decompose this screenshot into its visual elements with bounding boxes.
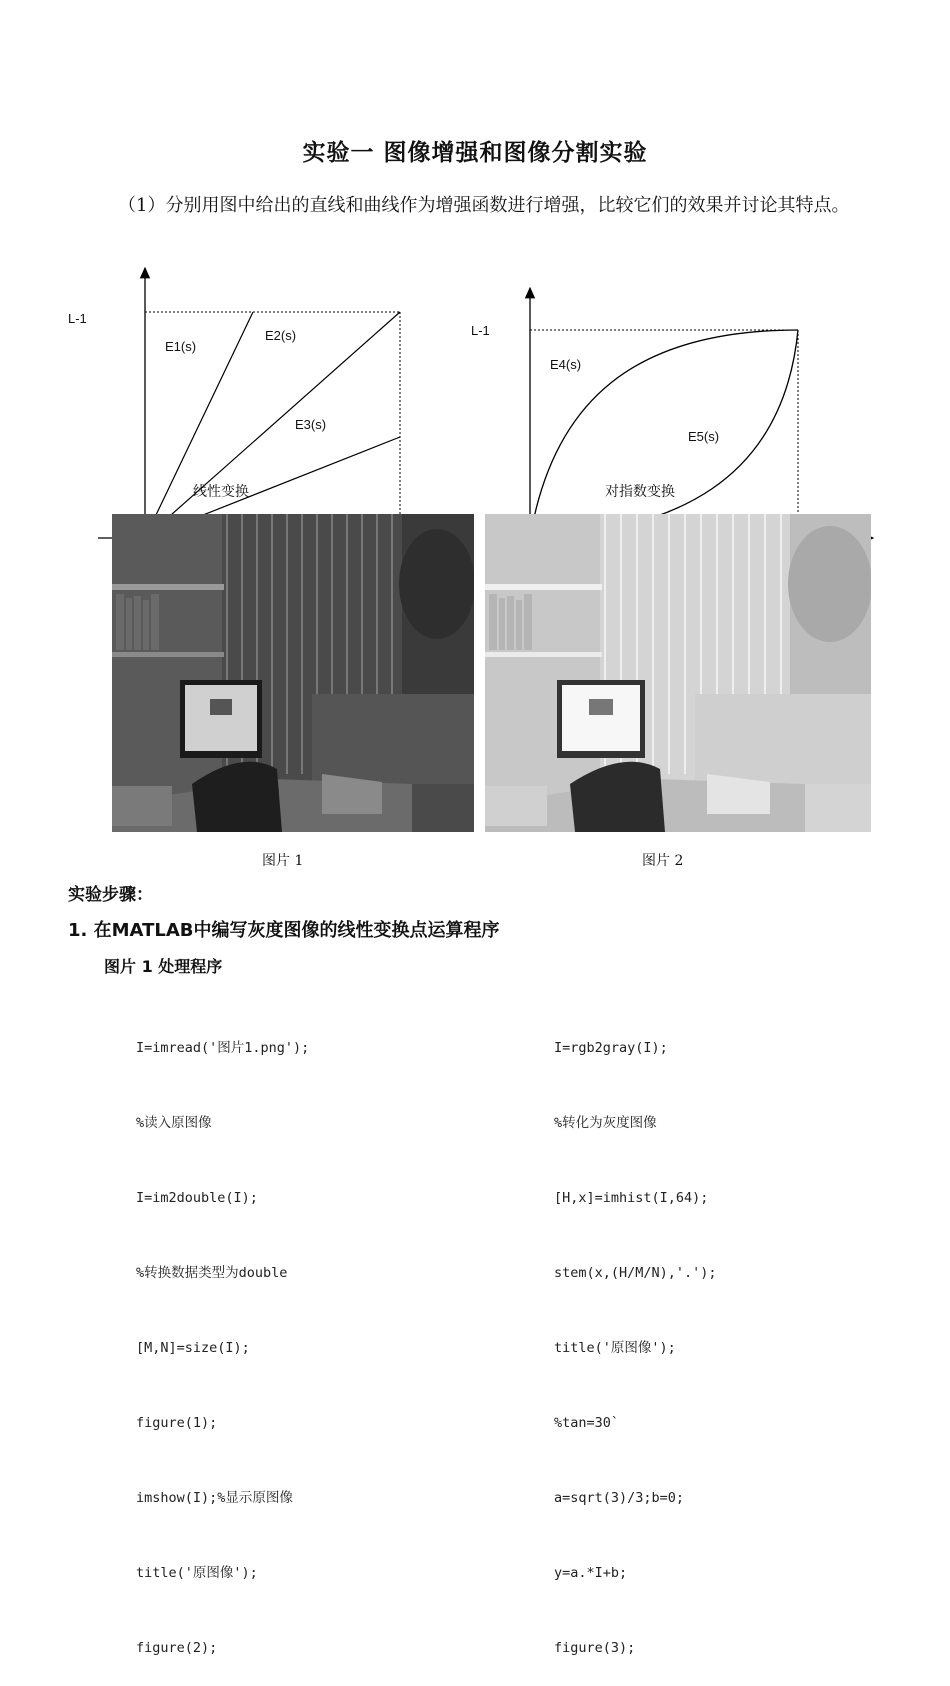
e3-label: E3(s): [295, 417, 327, 432]
code-line: %读入原图像: [136, 1115, 212, 1131]
code-line: stem(x,(H/M/N),'.');: [554, 1265, 717, 1281]
document-title: 实验一 图像增强和图像分割实验: [302, 140, 648, 166]
intro-paragraph: （1）分别用图中给出的直线和曲线作为增强函数进行增强，比较它们的效果并讨论其特点。: [118, 195, 850, 216]
code-line: %tan=30`: [554, 1415, 620, 1431]
photo-1-original: [112, 514, 474, 832]
e1-label: E1(s): [165, 339, 197, 354]
code-line: figure(3);: [554, 1640, 636, 1656]
code-line: %转换数据类型为double: [136, 1265, 288, 1281]
code-block-right: [554, 986, 717, 1686]
right-graph-caption: 对指数变换: [605, 484, 675, 500]
code-block-left: [136, 986, 309, 1686]
left-graph-caption: 线性变换: [193, 484, 249, 500]
code-line: I=rgb2gray(I);: [554, 1040, 668, 1056]
photo-1-caption: 图片 1: [262, 853, 304, 869]
code-line: figure(1);: [136, 1415, 218, 1431]
e4-label: E4(s): [550, 357, 582, 372]
code-line: figure(2);: [136, 1640, 218, 1656]
photo-2-caption: 图片 2: [642, 853, 684, 869]
e5-label: E5(s): [688, 429, 720, 444]
photo-1-program-heading: 图片 1 处理程序: [104, 957, 223, 976]
code-line: [H,x]=imhist(I,64);: [554, 1190, 709, 1206]
code-line: y=a.*I+b;: [554, 1565, 628, 1581]
step-1-heading: 1. 在MATLAB中编写灰度图像的线性变换点运算程序: [68, 920, 500, 941]
code-line: a=sqrt(3)/3;b=0;: [554, 1490, 685, 1506]
code-line: [M,N]=size(I);: [136, 1340, 250, 1356]
code-line: I=imread('图片1.png');: [136, 1040, 310, 1056]
steps-heading: 实验步骤：: [68, 885, 153, 905]
code-line: title('原图像');: [136, 1565, 258, 1581]
photo-2-enhanced: [485, 514, 871, 832]
code-line: %转化为灰度图像: [554, 1115, 657, 1131]
code-line: title('原图像');: [554, 1340, 676, 1356]
e1-line: [145, 312, 253, 538]
e2-label: E2(s): [265, 328, 297, 343]
code-line: imshow(I);%显示原图像: [136, 1490, 293, 1506]
right-y-label: L-1: [471, 323, 490, 338]
left-y-label: L-1: [68, 311, 87, 326]
code-line: I=im2double(I);: [136, 1190, 258, 1206]
